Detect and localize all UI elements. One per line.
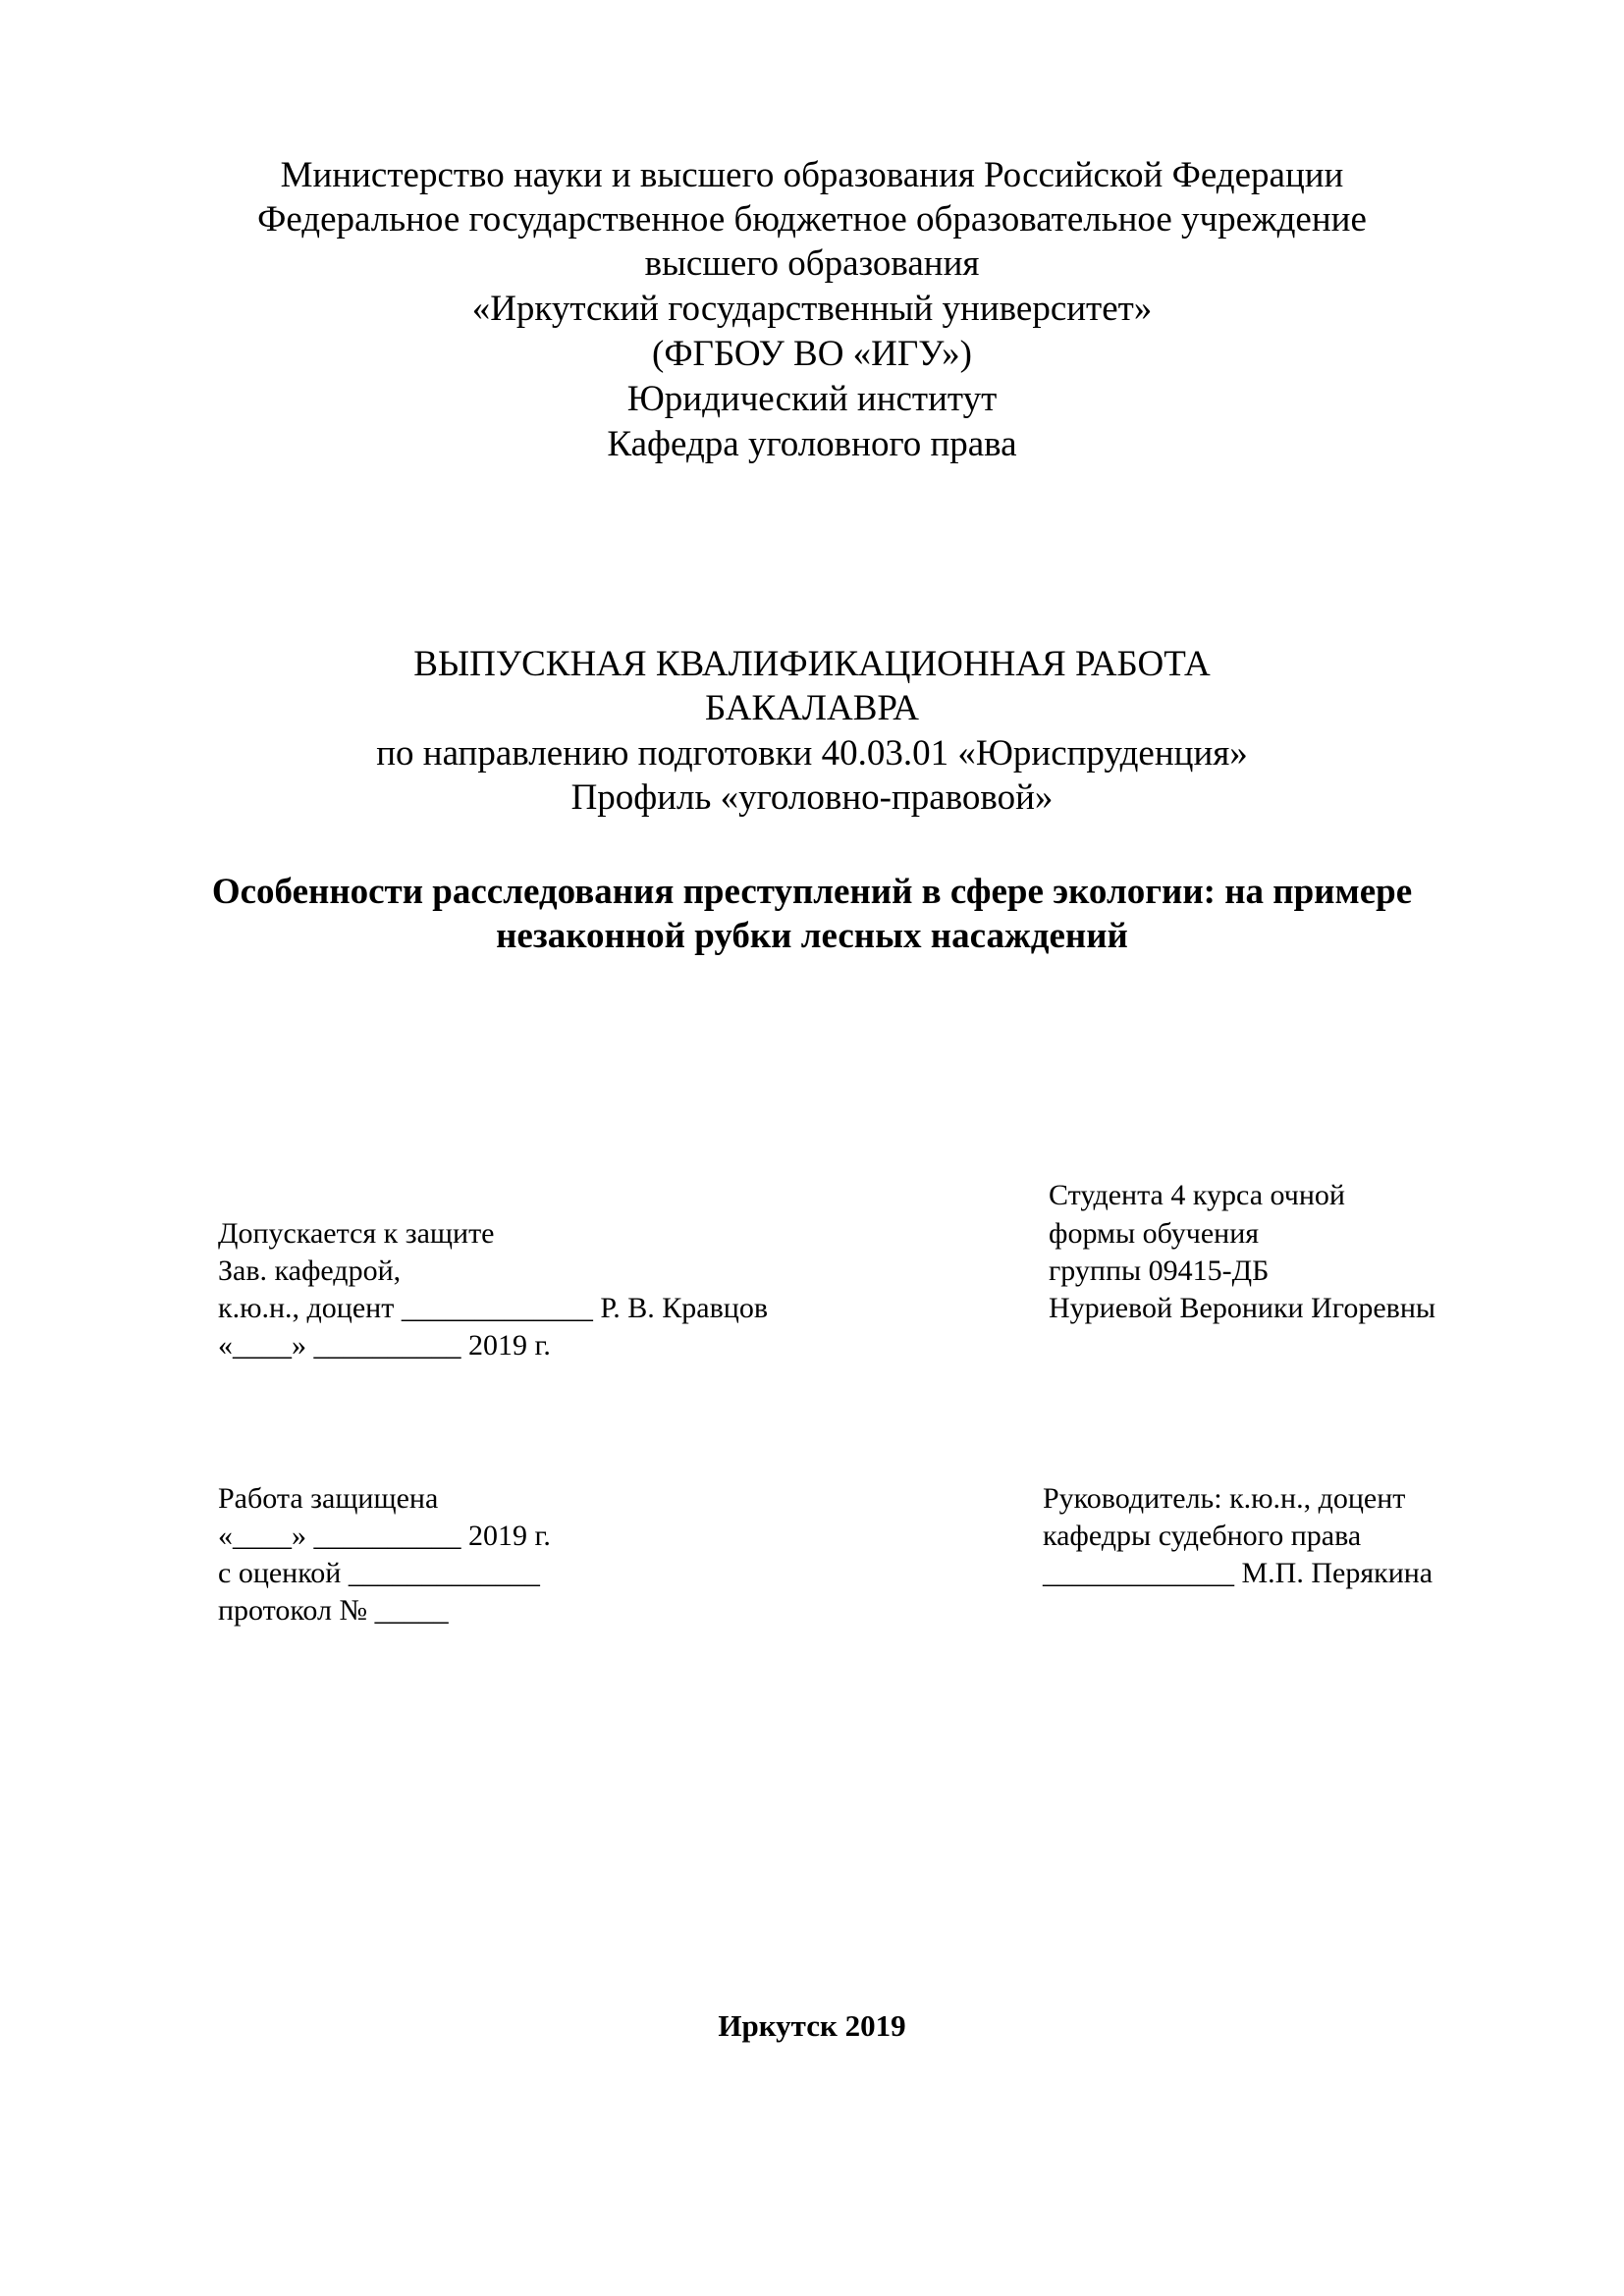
institute-line: Юридический институт xyxy=(626,379,998,419)
defense-date-line: «____» __________ 2019 г. xyxy=(218,1520,551,1552)
university-name-line: «Иркутский государственный университет» xyxy=(471,289,1153,329)
protocol-line: протокол № _____ xyxy=(218,1594,449,1627)
topic-line-1: Особенности расследования преступлений в сфере экологии: на примере xyxy=(211,872,1413,912)
education-level-line: высшего образования xyxy=(644,243,980,284)
supervisor-department-line: кафедры судебного права xyxy=(1043,1520,1362,1552)
ministry-line: Министерство науки и высшего образования Российской Федерации xyxy=(280,155,1344,195)
head-of-department-label: Зав. кафедрой, xyxy=(218,1255,402,1287)
supervisor-signature-line: _____________ М.П. Перякина xyxy=(1043,1557,1434,1589)
head-signature-line: к.ю.н., доцент _____________ Р. В. Кравцов xyxy=(218,1292,768,1324)
supervisor-title-line: Руководитель: к.ю.н., доцент xyxy=(1043,1482,1406,1515)
work-type-line: ВЫПУСКНАЯ КВАЛИФИКАЦИОННАЯ РАБОТА xyxy=(413,644,1211,684)
university-abbr-line: (ФГБОУ ВО «ИГУ») xyxy=(652,334,972,374)
study-form-line: формы обучения xyxy=(1049,1217,1260,1250)
admission-label: Допускается к защите xyxy=(218,1217,495,1250)
grade-line: с оценкой _____________ xyxy=(218,1557,540,1589)
profile-line: Профиль «уголовно-правовой» xyxy=(570,777,1054,818)
topic-line-2: незаконной рубки лесных насаждений xyxy=(496,916,1128,956)
degree-line: БАКАЛАВРА xyxy=(705,688,919,728)
student-name-line: Нуриевой Вероники Игоревны xyxy=(1049,1292,1436,1324)
student-group-line: группы 09415-ДБ xyxy=(1049,1255,1270,1287)
department-line: Кафедра уголовного права xyxy=(607,424,1017,464)
city-year: Иркутск 2019 xyxy=(718,2008,906,2043)
student-course-line: Студента 4 курса очной xyxy=(1049,1179,1345,1211)
direction-line: по направлению подготовки 40.03.01 «Юриспруденция» xyxy=(376,733,1248,774)
defense-label: Работа защищена xyxy=(218,1482,439,1515)
institution-type-line: Федеральное государственное бюджетное образовательное учреждение xyxy=(257,199,1367,240)
admission-date-line: «____» __________ 2019 г. xyxy=(218,1329,551,1362)
